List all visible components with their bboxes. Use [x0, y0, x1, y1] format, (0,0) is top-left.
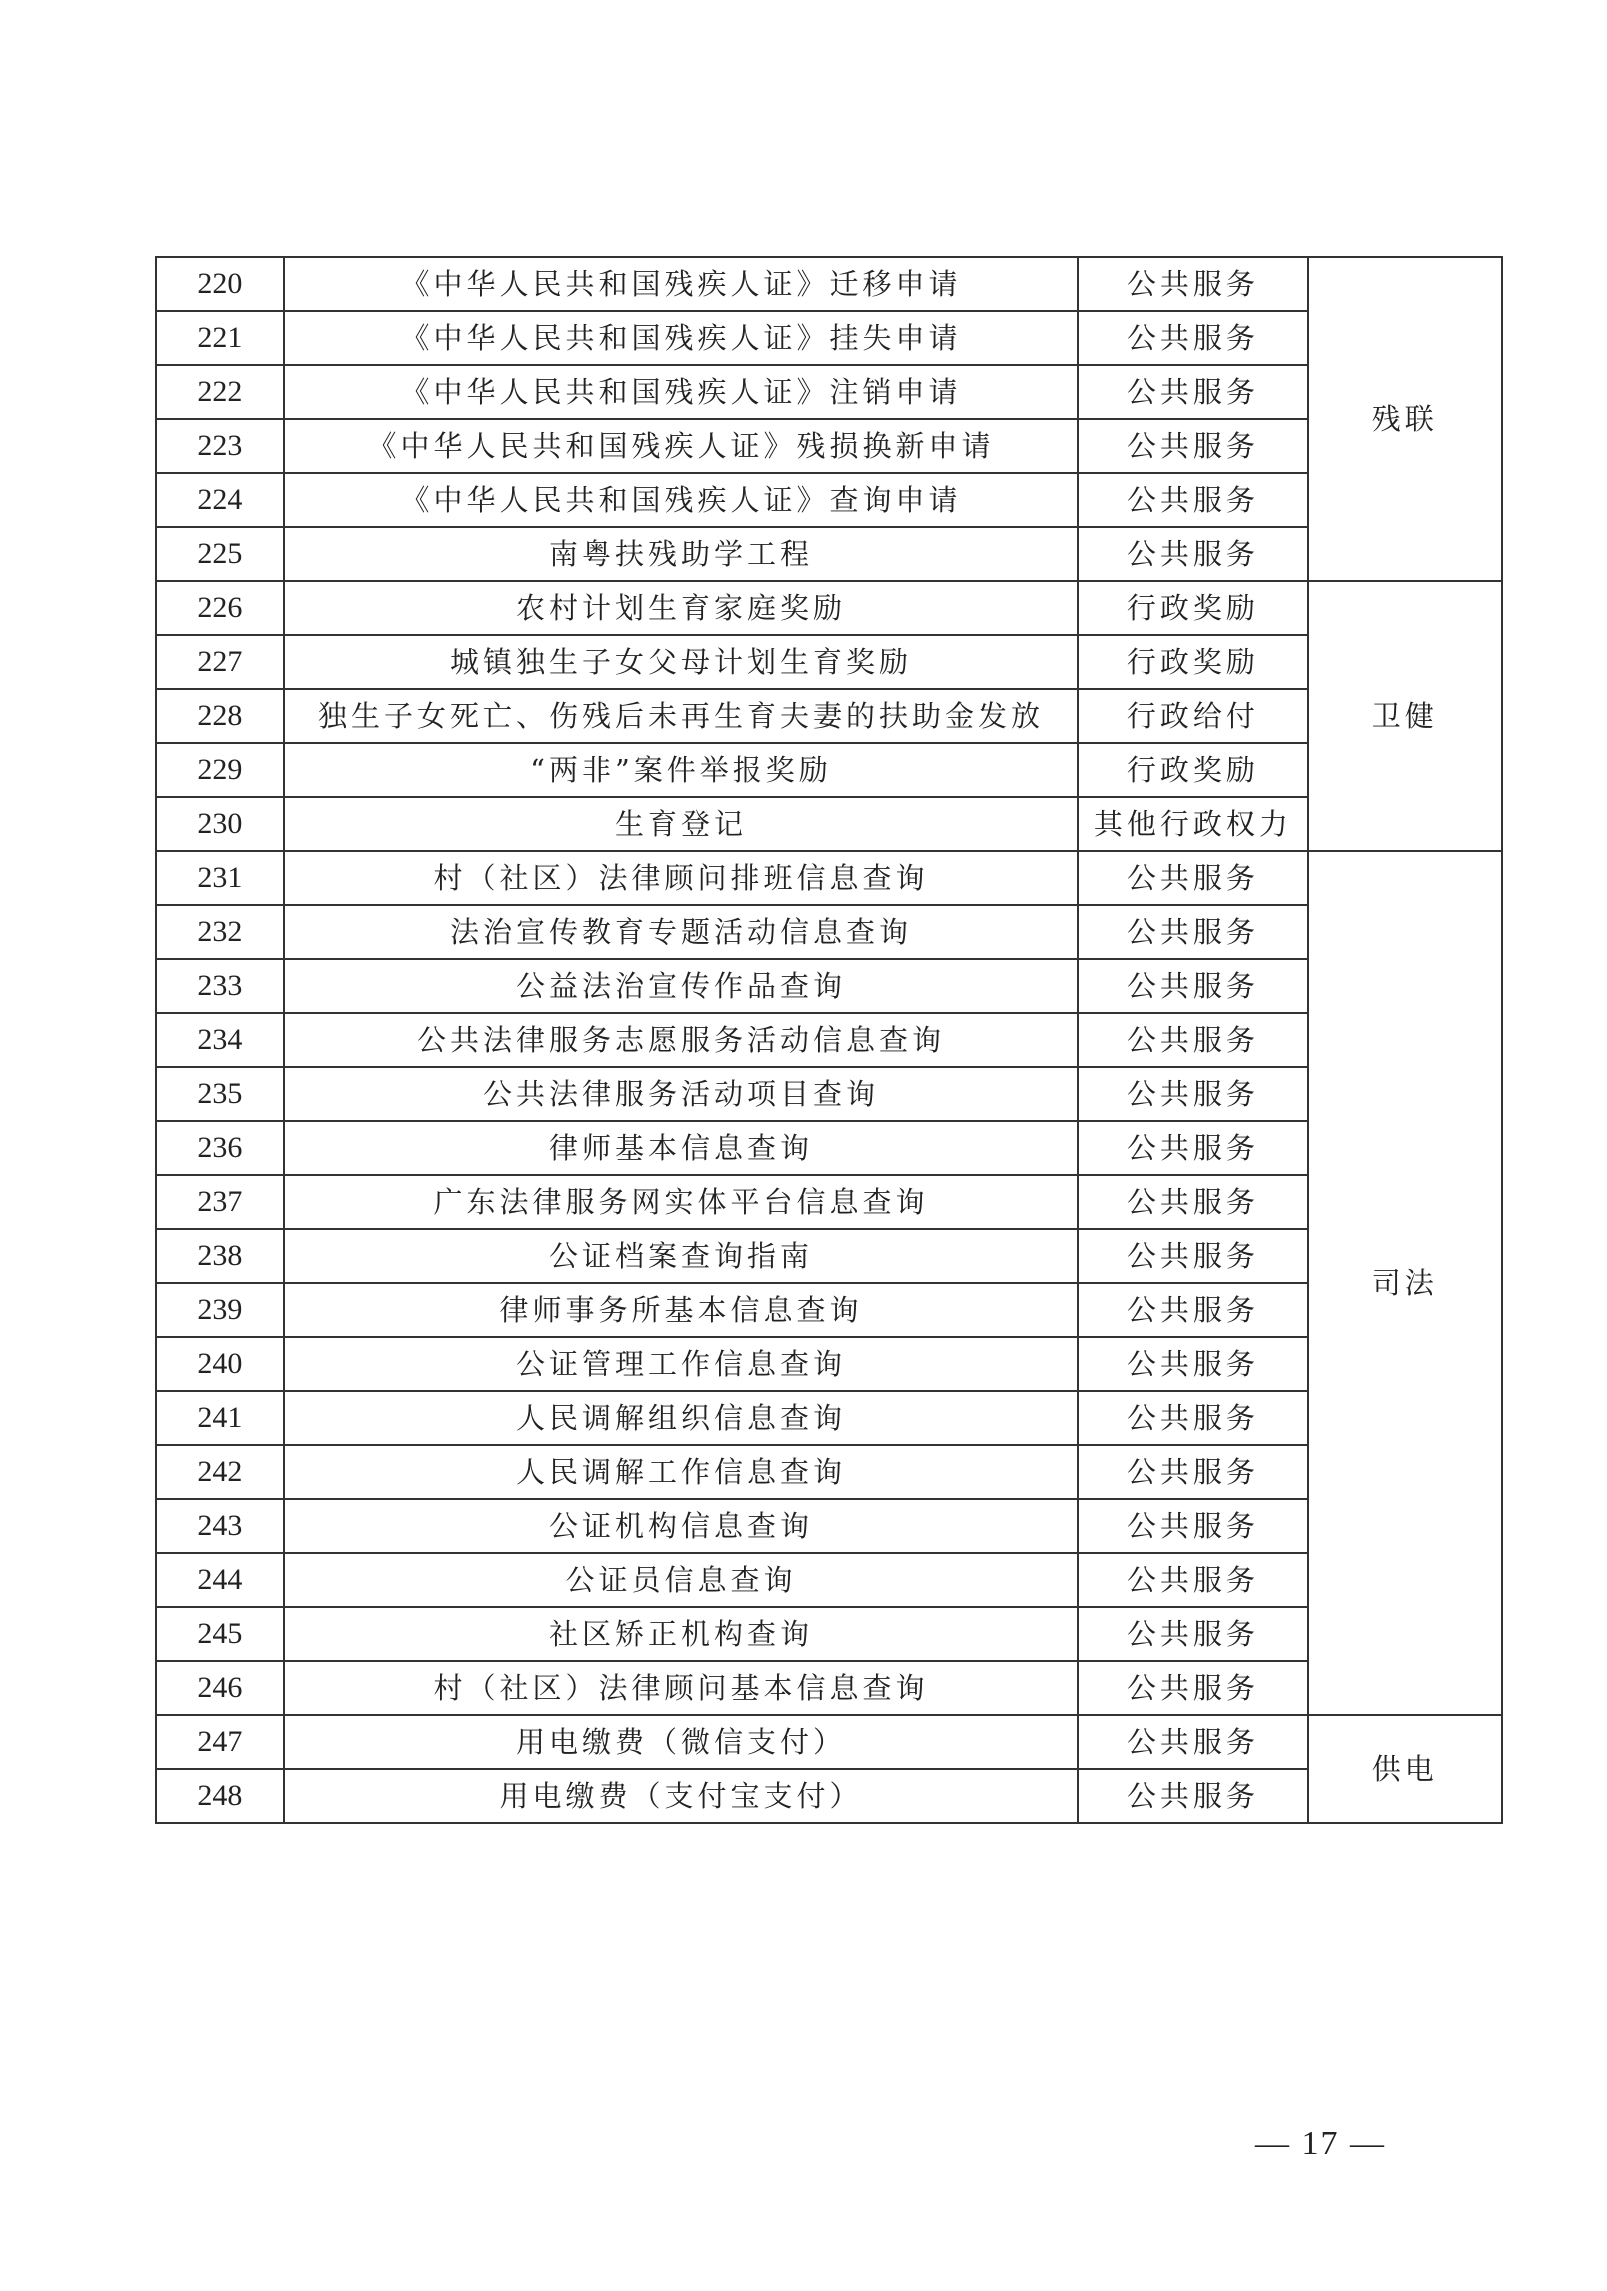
item-name: 公证机构信息查询	[284, 1499, 1079, 1553]
item-type: 行政给付	[1078, 689, 1307, 743]
table-row	[156, 1121, 1502, 1175]
table-row	[156, 1013, 1502, 1067]
table-row	[156, 1337, 1502, 1391]
item-type: 行政奖励	[1078, 635, 1307, 689]
item-type: 公共服务	[1078, 365, 1307, 419]
item-type: 公共服务	[1078, 1121, 1307, 1175]
row-number: 226	[156, 581, 284, 635]
table-row	[156, 689, 1502, 743]
item-type: 公共服务	[1078, 959, 1307, 1013]
item-name: 公共法律服务志愿服务活动信息查询	[284, 1013, 1079, 1067]
item-type: 公共服务	[1078, 851, 1307, 905]
item-name: 农村计划生育家庭奖励	[284, 581, 1079, 635]
table-row	[156, 1229, 1502, 1283]
table-row	[156, 1715, 1502, 1769]
item-type: 公共服务	[1078, 311, 1307, 365]
row-number: 243	[156, 1499, 284, 1553]
table-row	[156, 743, 1502, 797]
row-number: 231	[156, 851, 284, 905]
table-row	[156, 311, 1502, 365]
item-name: 社区矫正机构查询	[284, 1607, 1079, 1661]
item-name: 公益法治宣传作品查询	[284, 959, 1079, 1013]
item-name: 公证档案查询指南	[284, 1229, 1079, 1283]
table-row	[156, 419, 1502, 473]
item-name: 《中华人民共和国残疾人证》挂失申请	[284, 311, 1079, 365]
department-cell: 残联	[1308, 257, 1502, 581]
item-type: 行政奖励	[1078, 581, 1307, 635]
row-number: 241	[156, 1391, 284, 1445]
item-name: 人民调解组织信息查询	[284, 1391, 1079, 1445]
table-row	[156, 1175, 1502, 1229]
row-number: 246	[156, 1661, 284, 1715]
item-name: 公共法律服务活动项目查询	[284, 1067, 1079, 1121]
item-type: 公共服务	[1078, 1661, 1307, 1715]
table-body	[156, 257, 1502, 1823]
item-name: 用电缴费（微信支付）	[284, 1715, 1079, 1769]
item-type: 公共服务	[1078, 1013, 1307, 1067]
item-type: 公共服务	[1078, 1337, 1307, 1391]
row-number: 232	[156, 905, 284, 959]
item-name: 南粤扶残助学工程	[284, 527, 1079, 581]
row-number: 229	[156, 743, 284, 797]
table-row	[156, 527, 1502, 581]
table-row	[156, 473, 1502, 527]
item-name: 《中华人民共和国残疾人证》查询申请	[284, 473, 1079, 527]
item-type: 公共服务	[1078, 257, 1307, 311]
item-name: 村（社区）法律顾问基本信息查询	[284, 1661, 1079, 1715]
row-number: 224	[156, 473, 284, 527]
row-number: 239	[156, 1283, 284, 1337]
department-cell: 卫健	[1308, 581, 1502, 851]
row-number: 240	[156, 1337, 284, 1391]
item-type: 公共服务	[1078, 905, 1307, 959]
item-type: 公共服务	[1078, 1445, 1307, 1499]
item-name: 《中华人民共和国残疾人证》残损换新申请	[284, 419, 1079, 473]
item-type: 公共服务	[1078, 1499, 1307, 1553]
item-name: 《中华人民共和国残疾人证》注销申请	[284, 365, 1079, 419]
table-row	[156, 581, 1502, 635]
item-name: 用电缴费（支付宝支付）	[284, 1769, 1079, 1823]
item-type: 公共服务	[1078, 1067, 1307, 1121]
table-row	[156, 959, 1502, 1013]
table-row	[156, 1769, 1502, 1823]
table-row	[156, 365, 1502, 419]
table-row	[156, 797, 1502, 851]
row-number: 233	[156, 959, 284, 1013]
row-number: 235	[156, 1067, 284, 1121]
table-row	[156, 257, 1502, 311]
item-name: 生育登记	[284, 797, 1079, 851]
row-number: 225	[156, 527, 284, 581]
row-number: 245	[156, 1607, 284, 1661]
department-cell: 供电	[1308, 1715, 1502, 1823]
item-type: 公共服务	[1078, 419, 1307, 473]
row-number: 227	[156, 635, 284, 689]
table-row	[156, 1283, 1502, 1337]
table-row	[156, 1661, 1502, 1715]
row-number: 237	[156, 1175, 284, 1229]
row-number: 220	[156, 257, 284, 311]
row-number: 236	[156, 1121, 284, 1175]
item-name: 人民调解工作信息查询	[284, 1445, 1079, 1499]
table-row	[156, 851, 1502, 905]
item-type: 公共服务	[1078, 1769, 1307, 1823]
item-type: 公共服务	[1078, 473, 1307, 527]
row-number: 244	[156, 1553, 284, 1607]
table-row	[156, 1553, 1502, 1607]
item-type: 公共服务	[1078, 527, 1307, 581]
item-type: 公共服务	[1078, 1283, 1307, 1337]
row-number: 234	[156, 1013, 284, 1067]
row-number: 248	[156, 1769, 284, 1823]
item-name: 村（社区）法律顾问排班信息查询	[284, 851, 1079, 905]
service-items-table	[155, 256, 1503, 1824]
item-name: 公证管理工作信息查询	[284, 1337, 1079, 1391]
item-type: 公共服务	[1078, 1715, 1307, 1769]
item-name: 《中华人民共和国残疾人证》迁移申请	[284, 257, 1079, 311]
table-row	[156, 1499, 1502, 1553]
item-type: 公共服务	[1078, 1229, 1307, 1283]
item-name: 广东法律服务网实体平台信息查询	[284, 1175, 1079, 1229]
row-number: 223	[156, 419, 284, 473]
row-number: 247	[156, 1715, 284, 1769]
item-type: 公共服务	[1078, 1391, 1307, 1445]
item-name: 律师基本信息查询	[284, 1121, 1079, 1175]
item-name: “两非”案件举报奖励	[284, 743, 1079, 797]
row-number: 221	[156, 311, 284, 365]
department-cell: 司法	[1308, 851, 1502, 1715]
table-row	[156, 635, 1502, 689]
table-row	[156, 1445, 1502, 1499]
item-type: 公共服务	[1078, 1553, 1307, 1607]
table-row	[156, 905, 1502, 959]
item-type: 其他行政权力	[1078, 797, 1307, 851]
table-row	[156, 1067, 1502, 1121]
page-number: — 17 —	[1255, 2125, 1386, 2162]
item-type: 公共服务	[1078, 1175, 1307, 1229]
item-name: 律师事务所基本信息查询	[284, 1283, 1079, 1337]
row-number: 238	[156, 1229, 284, 1283]
item-name: 独生子女死亡、伤残后未再生育夫妻的扶助金发放	[284, 689, 1079, 743]
item-name: 公证员信息查询	[284, 1553, 1079, 1607]
row-number: 230	[156, 797, 284, 851]
row-number: 242	[156, 1445, 284, 1499]
row-number: 222	[156, 365, 284, 419]
item-type: 公共服务	[1078, 1607, 1307, 1661]
table-row	[156, 1607, 1502, 1661]
item-name: 城镇独生子女父母计划生育奖励	[284, 635, 1079, 689]
row-number: 228	[156, 689, 284, 743]
item-type: 行政奖励	[1078, 743, 1307, 797]
item-name: 法治宣传教育专题活动信息查询	[284, 905, 1079, 959]
table-row	[156, 1391, 1502, 1445]
